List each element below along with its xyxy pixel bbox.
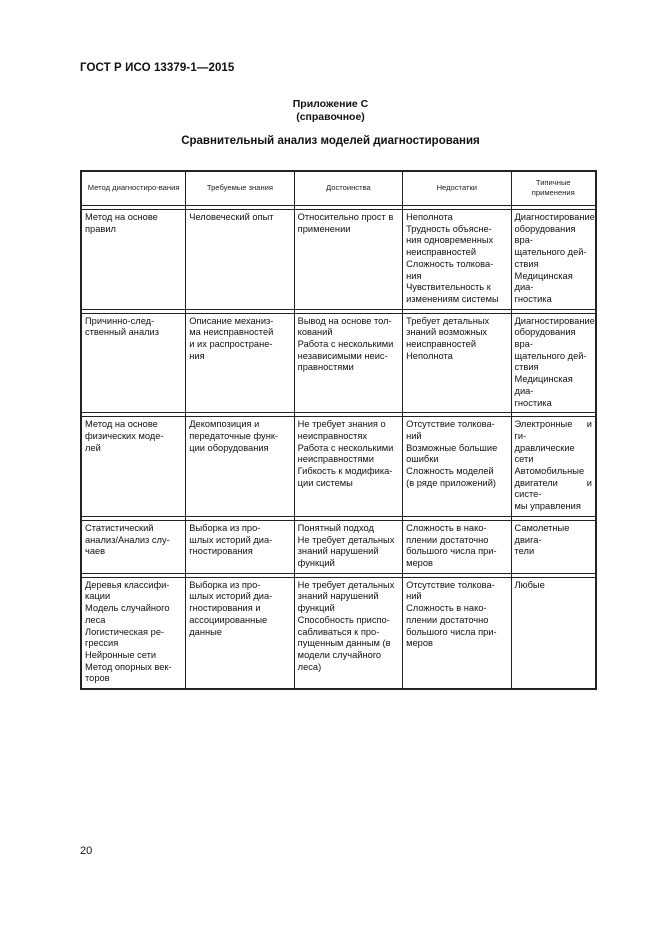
cell-applications (511, 210, 595, 310)
cell-line: Метод опорных век- (85, 661, 172, 672)
cell-line: ции оборудования (189, 442, 269, 453)
cell-line: ции системы (297, 477, 353, 488)
cell-disadvantages (403, 520, 511, 573)
cell-line: Диагностирование (514, 212, 595, 222)
cell-method (82, 417, 186, 517)
cell-line: модели случайного (297, 649, 382, 660)
cell-line: меров (406, 557, 433, 568)
cell-line: Чувствительность к (406, 282, 491, 293)
cell-line: кации (85, 591, 111, 602)
cell-line: Сложность в нако- (406, 522, 487, 533)
cell-line: функций (297, 557, 335, 568)
appendix-subtitle: (справочное) (296, 111, 365, 123)
cell-disadvantages (403, 313, 511, 413)
cell-line: Неполнота (406, 212, 453, 222)
cell-knowledge (186, 520, 294, 573)
table-title: Сравнительный анализ моделей диагностирования (181, 135, 480, 147)
cell-line: гностирования (189, 546, 253, 557)
cell-line: Автомобильные (514, 466, 585, 477)
cell-line: Описание механиз- (189, 315, 274, 326)
document-code: ГОСТ Р ИСО 13379-1—2015 (80, 62, 235, 74)
cell-line: передаточные функ- (189, 430, 279, 441)
cell-line: Работа с несколькими (297, 442, 394, 453)
cell-line: оборудования вра- (514, 223, 576, 246)
cell-line: плении достаточно (406, 534, 489, 545)
cell-line: гностика (514, 293, 552, 304)
cell-line: Не требует детальных (297, 534, 395, 545)
cell-line: щательного дей- (514, 247, 587, 258)
cell-line: ний (406, 430, 422, 441)
cell-line: Электронные и ги- (514, 419, 592, 441)
cell-line: Логистическая ре- (85, 626, 165, 637)
appendix-title: Приложение С (292, 98, 369, 110)
comparison-table (81, 171, 596, 689)
cell-advantages (294, 313, 402, 413)
cell-line: Метод на основе (85, 212, 158, 222)
cell-line: Требует детальных (406, 315, 490, 326)
cell-line: Человеческий опыт (189, 212, 274, 222)
cell-line: мы управления (514, 501, 581, 512)
cell-applications (511, 520, 595, 573)
cell-line: ственный анализ (85, 327, 159, 338)
cell-line: шлых историй диа- (189, 591, 273, 602)
table-row (82, 417, 596, 517)
cell-line: Самолетные двига- (514, 522, 570, 545)
cell-line: кований (297, 327, 333, 338)
cell-line: (в ряде приложений) (406, 477, 496, 488)
cell-line: Отсутствие толкова- (406, 419, 495, 430)
cell-line: ния (189, 350, 205, 361)
cell-line: Сложность моделей (406, 466, 494, 477)
cell-line: грессия (85, 638, 119, 649)
cell-line: шлых историй диа- (189, 534, 273, 545)
cell-line: неисправностях (297, 430, 368, 441)
cell-line: плении достаточно (406, 614, 489, 625)
cell-line: пущенным данным (в (297, 638, 391, 649)
cell-line: функций (297, 603, 335, 614)
cell-disadvantages (403, 577, 511, 688)
cell-line: Метод на основе (85, 419, 158, 430)
cell-line: Понятный подход (297, 522, 374, 533)
cell-line: знаний нарушений (297, 591, 379, 602)
cell-line: гностирования и (189, 603, 261, 614)
cell-line: меров (406, 638, 433, 649)
header-method: Метод диагностиро-вания (82, 172, 186, 206)
cell-line: Сложность толкова- (406, 258, 494, 269)
cell-line: Не требует знания о (297, 419, 386, 430)
cell-line: лей (85, 442, 101, 453)
cell-method (82, 210, 186, 310)
cell-line: физических моде- (85, 430, 164, 441)
header-applications: Типичные применения (511, 172, 595, 206)
cell-line: Вывод на основе тол- (297, 315, 392, 326)
cell-line: Причинно-след- (85, 315, 155, 326)
cell-line: неисправностей (406, 339, 477, 350)
cell-applications (511, 417, 595, 517)
cell-line: большого числа при- (406, 626, 497, 637)
comparison-table-frame (80, 170, 597, 690)
cell-line: Медицинская диа- (514, 374, 573, 396)
cell-line: Любые (514, 579, 545, 590)
cell-method (82, 577, 186, 688)
cell-advantages (294, 577, 402, 688)
cell-line: Выборка из про- (189, 579, 261, 590)
cell-line: правил (85, 223, 116, 234)
cell-method (82, 520, 186, 573)
cell-line: щательного дей- (514, 350, 587, 361)
cell-line: Модель случайного (85, 603, 170, 614)
cell-line: ствия (514, 362, 539, 373)
cell-advantages (294, 520, 402, 573)
table-row (82, 577, 596, 688)
cell-line: Возможные большие (406, 442, 498, 453)
cell-line: Нейронные сети (85, 649, 157, 660)
cell-line: Медицинская диа- (514, 270, 573, 293)
cell-line: Выборка из про- (189, 522, 261, 533)
cell-line: сабливаться к про- (297, 626, 380, 637)
cell-line: анализ/Анализ слу- (85, 534, 170, 545)
cell-line: Деревья классифи- (85, 579, 170, 590)
cell-line: Статистический (85, 522, 154, 533)
cell-line: ствия (514, 258, 539, 269)
cell-line: гностика (514, 397, 552, 408)
cell-line: ассоциированные (189, 614, 268, 625)
cell-line: торов (85, 673, 110, 684)
table-row (82, 210, 596, 310)
cell-line: двигатели и систе- (514, 477, 592, 500)
cell-line: леса (85, 614, 106, 625)
cell-line: Отсутствие толкова- (406, 579, 495, 590)
table-row (82, 520, 596, 573)
appendix-heading (0, 98, 661, 124)
cell-line: Способность приспо- (297, 614, 390, 625)
cell-line: большого числа при- (406, 546, 497, 557)
cell-line: ния одновременных (406, 235, 494, 246)
cell-applications (511, 577, 595, 688)
cell-knowledge (186, 417, 294, 517)
cell-line: Относительно прост в (297, 212, 394, 222)
cell-line: неисправностями (297, 454, 374, 465)
cell-line: знаний возможных (406, 327, 488, 338)
cell-line: чаев (85, 546, 106, 557)
header-advantages: Достоинства (294, 172, 402, 206)
cell-line: правностями (297, 362, 354, 373)
cell-line: ма неисправностей (189, 327, 274, 338)
cell-disadvantages (403, 210, 511, 310)
cell-line: ния (406, 270, 422, 281)
cell-line: Не требует детальных (297, 579, 395, 590)
header-knowledge: Требуемые знания (186, 172, 294, 206)
page-number: 20 (80, 845, 93, 857)
cell-applications (511, 313, 595, 413)
cell-line: знаний нарушений (297, 546, 379, 557)
cell-line: неисправностей (406, 247, 477, 258)
cell-line: оборудования вра- (514, 327, 576, 350)
cell-line: тели (514, 546, 535, 557)
cell-knowledge (186, 577, 294, 688)
table-header-row (82, 172, 596, 206)
cell-advantages (294, 417, 402, 517)
cell-line: Гибкость к модифика- (297, 466, 393, 477)
cell-line: ний (406, 591, 422, 602)
cell-line: независимыми неис- (297, 350, 388, 361)
cell-advantages (294, 210, 402, 310)
cell-line: Неполнота (406, 350, 453, 361)
cell-line: Работа с несколькими (297, 339, 394, 350)
cell-line: леса) (297, 661, 322, 672)
header-disadvantages: Недостатки (403, 172, 511, 206)
cell-knowledge (186, 210, 294, 310)
cell-line: дравлические сети (514, 442, 575, 465)
cell-line: Диагностирование (514, 315, 595, 326)
cell-method (82, 313, 186, 413)
table-body (82, 206, 596, 689)
cell-line: применении (297, 223, 351, 234)
cell-line: Декомпозиция и (189, 419, 260, 430)
cell-disadvantages (403, 417, 511, 517)
cell-line: Сложность в нако- (406, 603, 487, 614)
cell-line: изменениям системы (406, 293, 499, 304)
cell-line: ошибки (406, 454, 439, 465)
cell-line: Трудность объясне- (406, 223, 492, 234)
cell-knowledge (186, 313, 294, 413)
cell-line: данные (189, 626, 222, 637)
cell-line: и их распростране- (189, 339, 273, 350)
table-row (82, 313, 596, 413)
